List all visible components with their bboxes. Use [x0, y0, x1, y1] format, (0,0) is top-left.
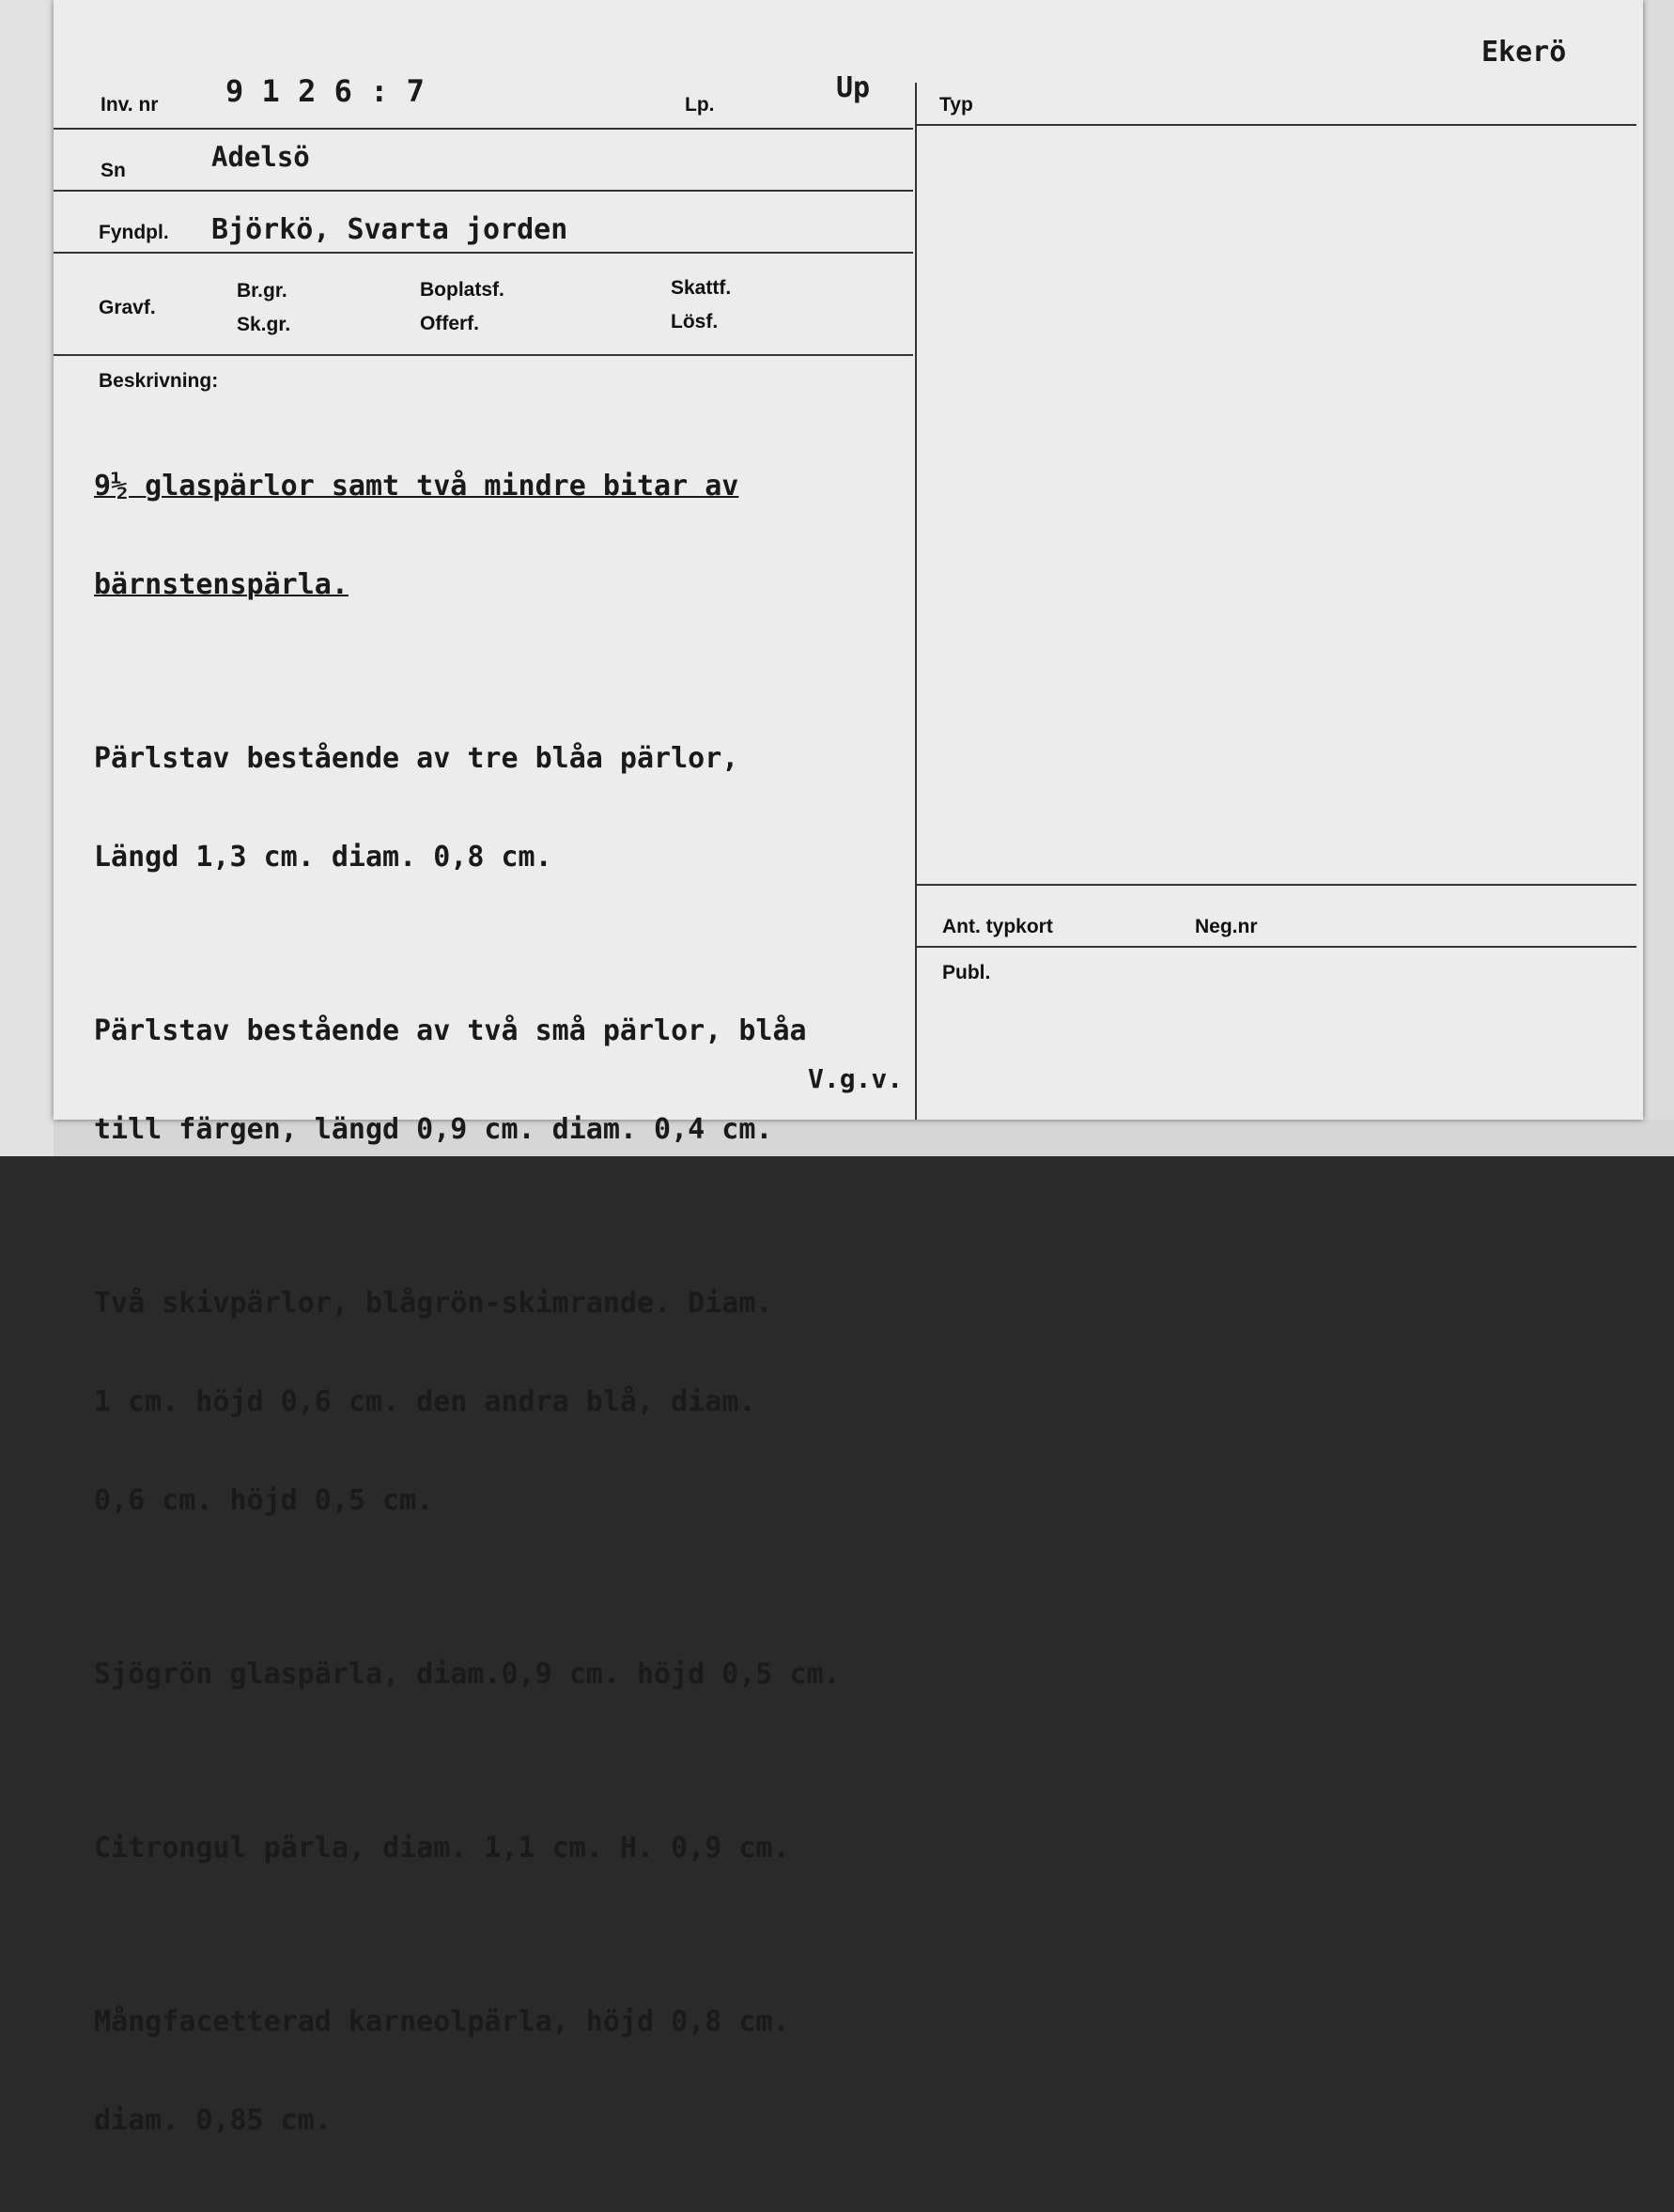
- skgr-label: Sk.gr.: [237, 314, 291, 335]
- description-paragraph: [94, 676, 939, 939]
- sn-label: Sn: [101, 160, 126, 181]
- description-line: Pärlstav bestående av två små pärlor, blåa: [94, 1014, 807, 1047]
- divider-typ: [915, 124, 1636, 126]
- divider-right-footer-top: [917, 884, 1636, 886]
- inv-nr-label: Inv. nr: [101, 94, 159, 116]
- vgv-text: V.g.v.: [808, 1063, 904, 1094]
- fyndpl-label: Fyndpl.: [99, 222, 169, 243]
- offerf-label: Offerf.: [420, 313, 479, 334]
- background-left: [0, 0, 54, 1156]
- description-line: 0,6 cm. höjd 0,5 cm.: [94, 1484, 434, 1517]
- background-right: [1643, 0, 1674, 1120]
- inv-nr-value: 9 1 2 6 : 7: [225, 73, 425, 109]
- gravf-label: Gravf.: [99, 297, 156, 318]
- typ-label: Typ: [939, 94, 973, 116]
- divider-fyndpl: [54, 252, 913, 254]
- description-line: Pärlstav bestående av tre blåa pärlor,: [94, 742, 739, 775]
- description-line: 1 cm. höjd 0,6 cm. den andra blå, diam.: [94, 1385, 756, 1418]
- description-line: 9½ glaspärlor samt två mindre bitar av: [94, 470, 739, 503]
- divider-gravf: [54, 354, 913, 356]
- divider-right-footer-mid: [917, 946, 1636, 948]
- catalog-card: [54, 0, 1643, 2137]
- description-paragraph: [94, 1766, 939, 1930]
- description-line: diam. 0,85 cm.: [94, 2104, 332, 2137]
- description-line: Mångfacetterad karneolpärla, höjd 0,8 cm.: [94, 2005, 790, 2038]
- province-value: Up: [836, 71, 871, 104]
- description-line: Två skivpärlor, blågrön-skimrande. Diam.: [94, 1287, 773, 1320]
- description-line: Sjögrön glaspärla, diam.0,9 cm. höjd 0,5 cm.: [94, 1658, 841, 1691]
- description-body: [94, 404, 939, 2212]
- description-paragraph: [94, 1940, 939, 2203]
- fyndpl-value: Björkö, Svarta jorden: [211, 213, 568, 246]
- ant-typkort-label: Ant. typkort: [942, 916, 1053, 937]
- county-value: Ekerö: [1481, 36, 1567, 69]
- divider-header: [54, 128, 913, 130]
- boplatsf-label: Boplatsf.: [420, 279, 504, 301]
- brgr-label: Br.gr.: [237, 280, 287, 302]
- sn-value: Adelsö: [211, 141, 310, 173]
- description-line: Längd 1,3 cm. diam. 0,8 cm.: [94, 841, 552, 874]
- description-paragraph: [94, 1592, 939, 1756]
- description-line: Citrongul pärla, diam. 1,1 cm. H. 0,9 cm.: [94, 1832, 790, 1864]
- description-paragraph: [94, 1221, 939, 1583]
- losf-label: Lösf.: [671, 311, 719, 333]
- lp-label: Lp.: [685, 94, 715, 116]
- description-line: till färgen, längd 0,9 cm. diam. 0,4 cm.: [94, 1113, 773, 1146]
- description-line: bärnstenspärla.: [94, 568, 349, 601]
- publ-label: Publ.: [942, 962, 991, 983]
- beskrivning-label: Beskrivning:: [99, 370, 219, 392]
- neg-nr-label: Neg.nr: [1195, 916, 1258, 937]
- divider-sn: [54, 190, 913, 192]
- description-paragraph: [94, 404, 939, 667]
- skattf-label: Skattf.: [671, 277, 732, 299]
